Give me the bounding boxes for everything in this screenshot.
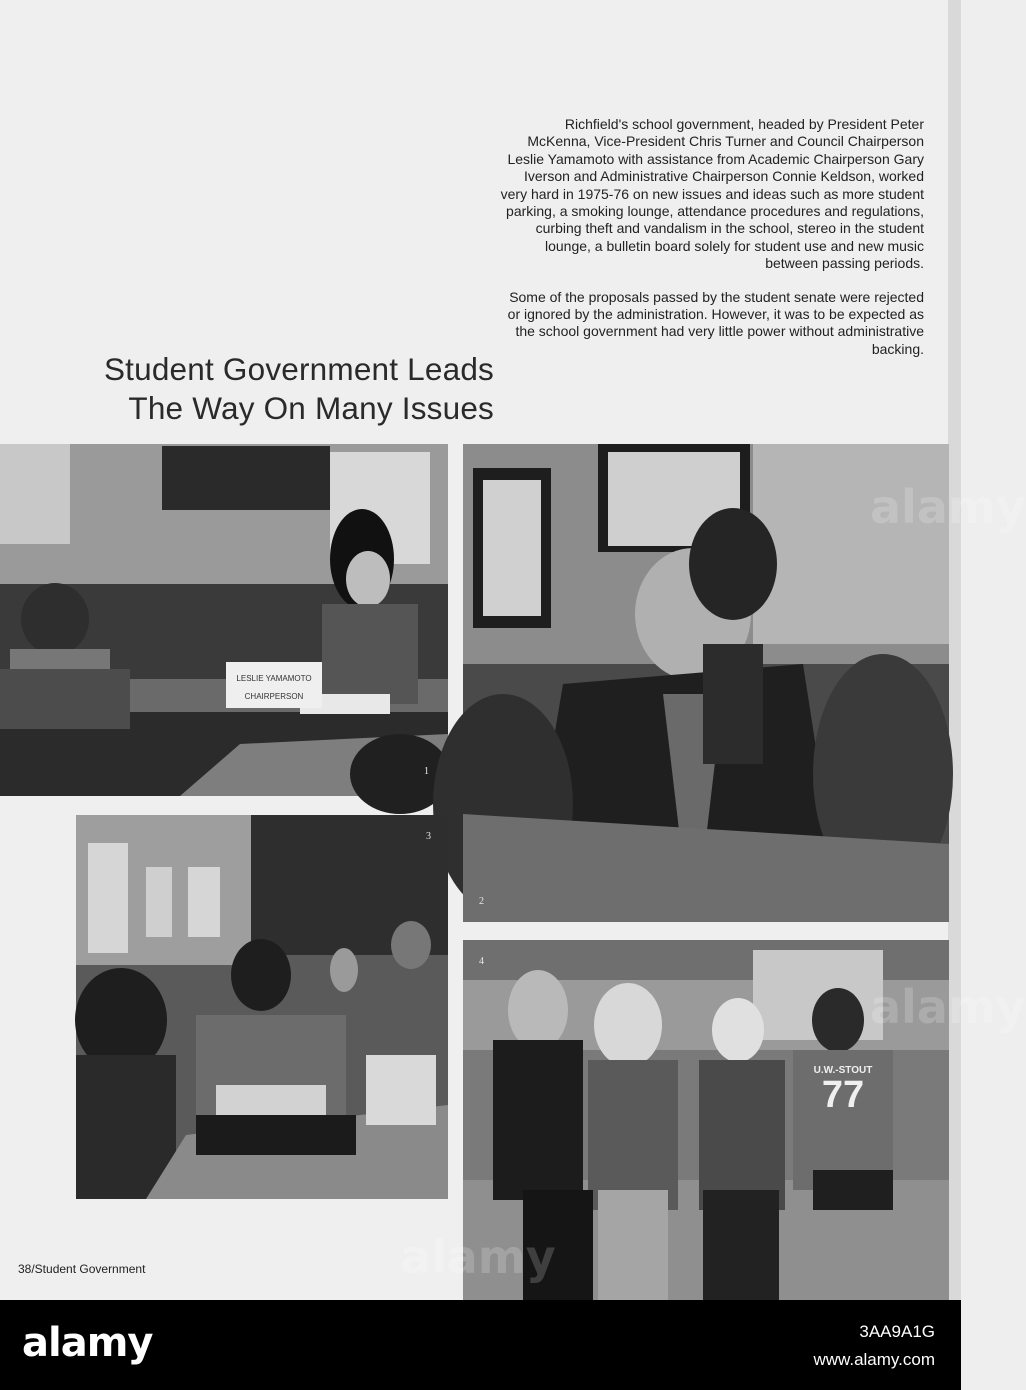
headline-line-2: The Way On Many Issues xyxy=(128,390,494,426)
photo-3-image xyxy=(76,815,448,1199)
photo-3 xyxy=(76,815,448,1199)
page-folio: 38/Student Government xyxy=(18,1262,146,1276)
page-edge xyxy=(948,0,961,1300)
intro-paragraph-1: Richfield's school government, headed by President Peter McKenna, Vice-President Chris Turner and Council Chairperson Leslie Yamamoto with assistance from Academic Chairperson Gary Iverson and Administrative Chairperson Connie Keldson, worked very hard in 1975-76 on new issues and ideas such as more student parking, a smoking lounge, attendance procedures and regulations, curbing theft and vandalism in the school, stereo in the student lounge, a bulletin board solely for student use and new music between passing periods. xyxy=(500,116,924,272)
brand-logo: alamy xyxy=(22,1320,153,1366)
photo-2-image xyxy=(463,444,949,922)
image-id: 3AA9A1G xyxy=(859,1322,935,1341)
intro-paragraph-2: Some of the proposals passed by the student senate were rejected or ignored by the administration. However, it was to be expected as the school government had very little power without administrative backing. xyxy=(507,288,924,357)
photo-4-number: 4 xyxy=(479,956,484,967)
site-url[interactable]: www.alamy.com xyxy=(813,1350,935,1369)
headline-line-1: Student Government Leads xyxy=(103,351,494,387)
photo-2-number: 2 xyxy=(479,896,484,907)
photo-1-image xyxy=(0,444,448,796)
jersey-number: 77 xyxy=(821,1074,865,1116)
photo-3-number: 3 xyxy=(426,831,431,842)
jersey-text: U.W.-STOUT xyxy=(813,1065,873,1076)
photo-4-image xyxy=(463,940,949,1300)
photo-1 xyxy=(0,444,448,796)
nameplate xyxy=(226,670,322,706)
intro-text xyxy=(498,116,924,374)
jersey-print xyxy=(801,1065,885,1114)
nameplate-line-1: LESLIE YAMAMOTO xyxy=(236,674,312,683)
stock-footer xyxy=(0,1300,961,1390)
photo-4 xyxy=(463,940,949,1300)
nameplate-line-2: CHAIRPERSON xyxy=(244,692,304,701)
headline xyxy=(10,350,494,428)
photo-2 xyxy=(463,444,949,922)
photo-1-number: 1 xyxy=(424,766,429,777)
